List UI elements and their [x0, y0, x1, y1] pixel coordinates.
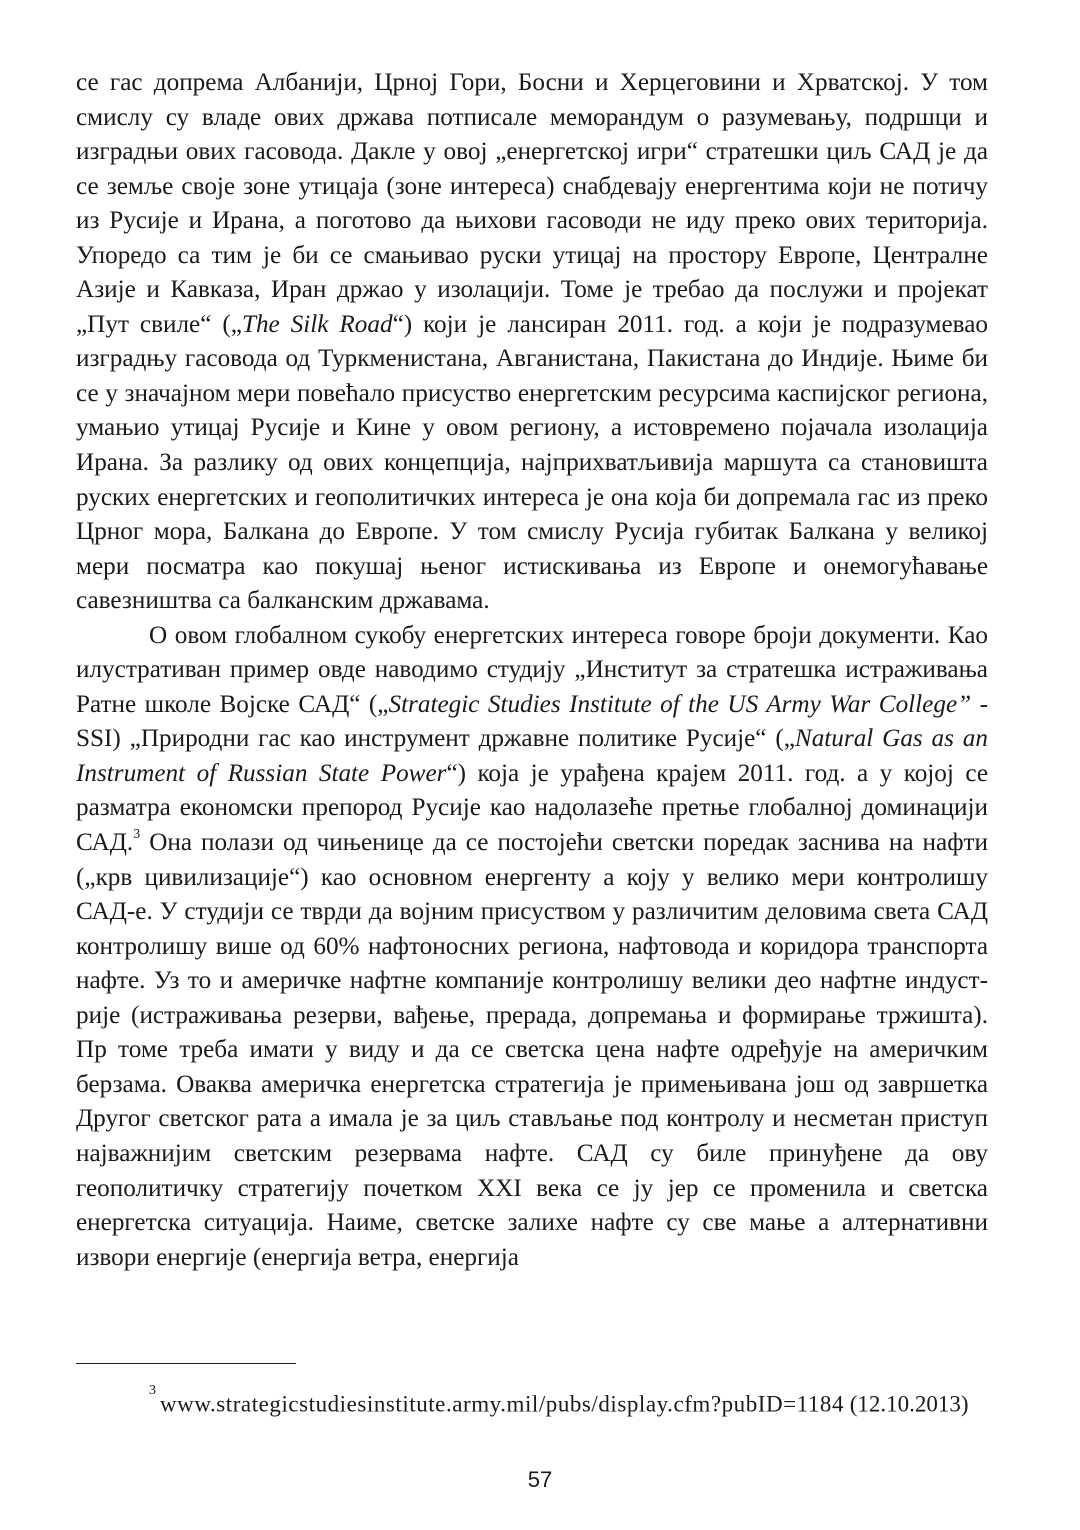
italic-text-segment: Strategic Studies Institute of the US Army War College”: [388, 690, 972, 718]
footnote-separator: [76, 1363, 296, 1364]
body-paragraph: [76, 66, 988, 619]
footnote-url: www.strategicstudiesinstitute.army.mil/pubs/display.cfm?pubID=1184: [160, 1391, 845, 1417]
italic-text-segment: The Silk Road: [241, 310, 393, 338]
body-paragraph: [76, 619, 988, 1275]
text-segment: О овом глобалном сукобу енергетских интереса говоре броји документи. Као илустративан пример овде наводимо студију „Институт за стратешка истраживања Ратне школе Војске САД“ („: [76, 621, 988, 718]
text-segment: “) која је урађена крајем 2011. год. а у којој се разматра економски препород Русије као надолазеће претње глобалној доминацији САД.: [76, 759, 988, 857]
footnote-date: (12.10.2013): [849, 1391, 969, 1417]
text-segment: “) који је лансиран 2011. год. а који је подразумевао изградњу гасовода од Туркменистана, Авганистана, Пакистана до Индије. Њиме би се у значајном мери повећало присуство енергетским ресурсима каспијског региона, умањио утицај Русије и Кине у овом региону, а истовремено појачала изолација Ирана. За разлику од ових концепција, најприхватљивија маршута са становишта руских енергетских и геополитичких интереса је она која би допремала гас из преко Црног мора, Балкана до Европе. У том смислу Русија губитак Балкана у великој мери посматра као покушај њеног истискивања из Европе и онемогућавање савезништва са балканским државама.: [76, 310, 988, 615]
text-segment: се гас допрема Албанији, Црној Гори, Босни и Херцеговини и Хрватској. У том смислу су владе ових држава потписале меморандум о разумевању, подршци и изградњи ових гасовода. Дакле у овој „енергетској игри“ стратешки циљ САД је да се земље своје зоне утицаја (зоне интереса) снабдевају енергентима који не потичу из Русије и Ирана, а поготово да њихови гасоводи не иду преко ових територија. Упоредо са тим је би се смањивао руски утицај на простору Европе, Централне Азије и Кавказа, Иран држао у изолацији. Томе је требао да послужи и пројекат „Пут свиле“ („: [76, 69, 988, 338]
footnote: [76, 1383, 988, 1422]
page-body: [76, 66, 988, 1275]
text-segment: - SSI) „Природни гас као инструмент државне политике Русије“ („: [76, 690, 988, 753]
page-number: 57: [527, 1467, 553, 1492]
footnote-number: 3: [149, 1383, 156, 1398]
text-segment: Она полази од чињенице да се постојећи светски поредак заснива на нафти („крв цивилизације“) као основном енергенту а коју у велико мери контролишу САД-е. У студији се тврди да војним присуством у различитим деловима света САД контролишу више од 60% нафтоносних региона, нафтовода и коридора транспорта нафте. Уз то и америчке нафтне компаније контролишу велики део нафтне индустрије (истраживања резерви, вађење, прерада, допремања и формирање тржишта). Пр томе треба имати у виду и да се светска цена нафте одређује на америчким берзама. Оваква америчка енергетска стратегија је примењивана још од завршетка Другог светског рата а имала је за циљ стављање под контролу и несметан приступ најважнијим светским резервама нафте. САД су биле принуђене да ову геополитичку стратегију почетком XXI века се ју јер се променила и светска енергетска ситуација. Наиме, светске залихе нафте су све мање а алтернативни извори енергије (енергија ветра, енергија: [76, 829, 988, 1271]
footnote-reference: 3: [133, 826, 141, 842]
italic-text-segment: Natural Gas as an Instrument of Russian State Power: [76, 725, 988, 787]
